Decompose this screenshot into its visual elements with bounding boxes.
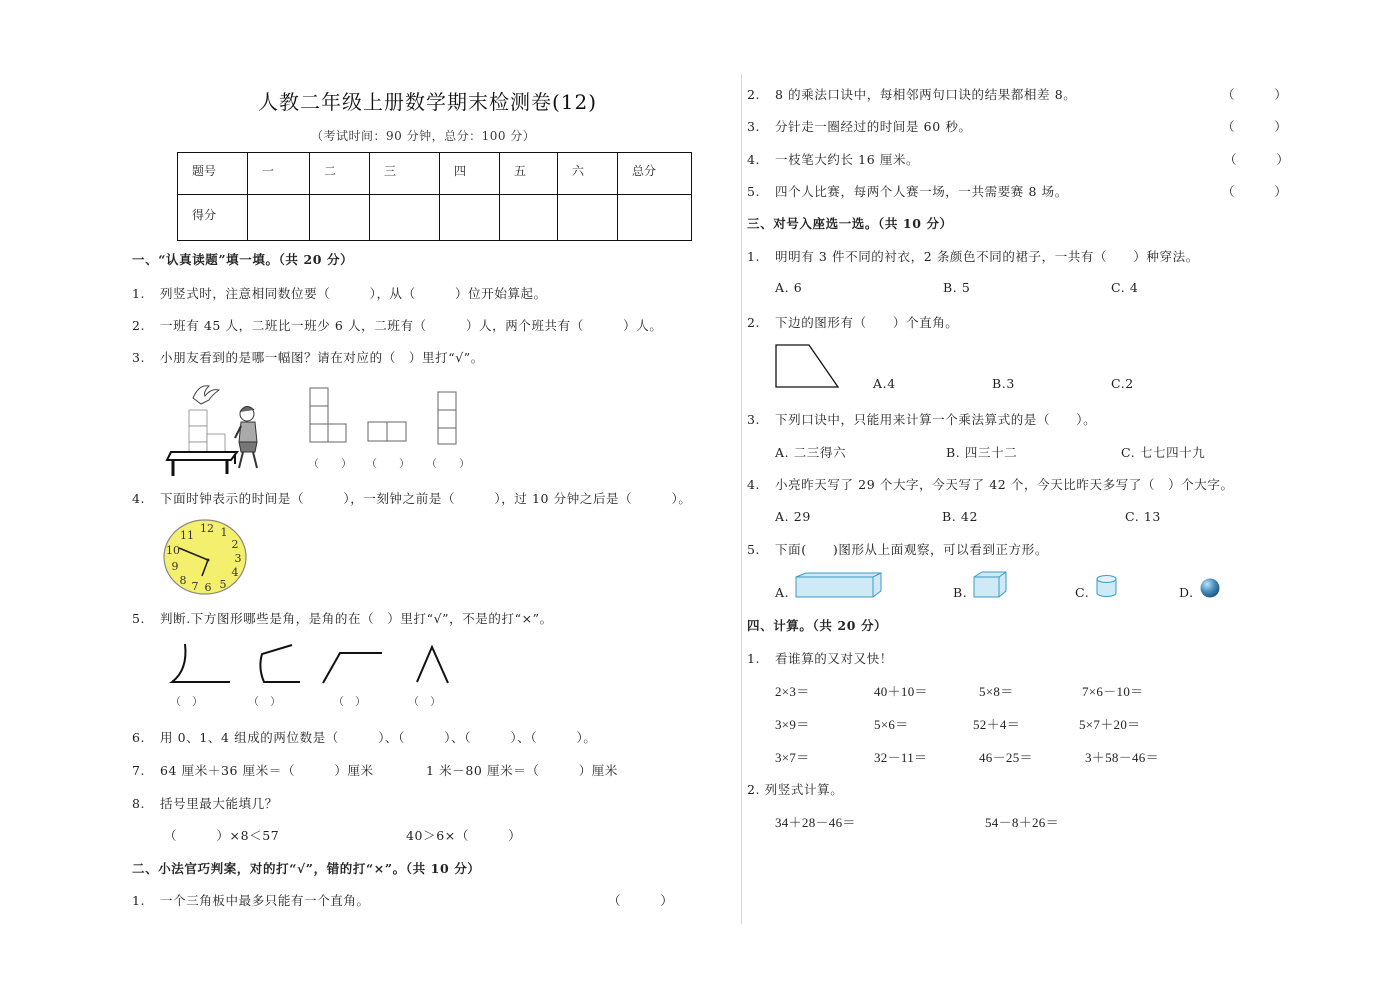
- judge-item-5-answer[interactable]: （ ）: [1222, 184, 1288, 199]
- question-number: 3.: [747, 119, 761, 134]
- svg-text:10: 10: [166, 544, 180, 557]
- angle-3-answer[interactable]: （ ）: [333, 695, 366, 708]
- choice-question-2: [747, 313, 958, 331]
- calc-question-2: [747, 780, 843, 798]
- question-number: 8.: [132, 796, 146, 811]
- angle-4-answer[interactable]: （ ）: [408, 695, 441, 708]
- question-text-a: 64 厘米＋36 厘米＝（ ）厘米: [160, 763, 374, 778]
- question-text: 看谁算的又对又快！: [775, 651, 893, 666]
- question-text: 四个人比赛，每两个人赛一场，一共需要赛 8 场。: [775, 184, 1068, 199]
- question-number: 1.: [747, 249, 761, 264]
- question-number: 7.: [132, 763, 146, 778]
- question-text: 列竖式时，注意相同数位要（ ），从（ ）位开始算起。: [160, 286, 547, 301]
- header-cell: 一: [248, 153, 310, 195]
- question-text: 用 0、1、4 组成的两位数是（ ）、（ ）、（ ）、（ ）。: [160, 730, 597, 745]
- sphere-icon: [1199, 577, 1221, 599]
- calc-item: 5×8＝: [979, 684, 1014, 699]
- question-number: 2.: [747, 782, 761, 797]
- score-cell[interactable]: [310, 195, 370, 241]
- question-1-7-b: 1 米－80 厘米＝（ ）厘米: [426, 763, 619, 778]
- svg-text:11: 11: [180, 529, 194, 542]
- svg-text:3: 3: [234, 552, 242, 565]
- choice-3-option-b[interactable]: B. 四三十二: [946, 445, 1018, 460]
- judge-item-5: [747, 182, 1068, 200]
- view-option-c-answer[interactable]: （ ）: [426, 457, 470, 470]
- judge-item-1-answer[interactable]: （ ）: [608, 893, 674, 908]
- choice-1-option-c[interactable]: C. 4: [1111, 280, 1139, 295]
- judge-item-4: [747, 150, 919, 168]
- exam-info: （考试时间：90 分钟，总分：100 分）: [311, 129, 536, 143]
- choice-question-4: [747, 475, 1234, 493]
- question-1-7: [132, 761, 374, 779]
- question-text: 判断.下方图形哪些是角，是角的在（ ）里打“√”，不是的打“×”。: [160, 611, 553, 626]
- column-divider: [741, 74, 742, 924]
- question-number: 5.: [132, 611, 146, 626]
- svg-text:2: 2: [231, 538, 239, 551]
- calc-item: 3×7＝: [775, 750, 810, 765]
- choice-5-option-a[interactable]: A.: [775, 585, 790, 600]
- question-number: 6.: [132, 730, 146, 745]
- angle-2-answer[interactable]: （ ）: [248, 695, 281, 708]
- calc-item: 40＋10＝: [874, 684, 928, 699]
- question-text: 小朋友看到的是哪一幅图？请在对应的（ ）里打“√”。: [160, 350, 484, 365]
- judge-item-3: [747, 117, 972, 135]
- question-text: 一枝笔大约长 16 厘米。: [775, 152, 920, 167]
- question-number: 4.: [747, 477, 761, 492]
- question-text: 括号里最大能填几？: [160, 796, 278, 811]
- question-1-4: [132, 489, 692, 507]
- question-number: 2.: [747, 87, 761, 102]
- boy-with-blocks-illustration: [165, 376, 275, 476]
- header-cell: 五: [500, 153, 558, 195]
- choice-3-option-c[interactable]: C. 七七四十九: [1121, 445, 1206, 460]
- score-cell[interactable]: [618, 195, 692, 241]
- question-number: 5.: [747, 184, 761, 199]
- calc-item: 52＋4＝: [973, 717, 1020, 732]
- section-2-heading: 二、小法官巧判案，对的打“√”，错的打“×”。（共 10 分）: [132, 861, 481, 876]
- score-cell[interactable]: [440, 195, 500, 241]
- question-1-2: [132, 316, 662, 334]
- choice-5-option-d[interactable]: D.: [1179, 585, 1194, 600]
- choice-5-option-b[interactable]: B.: [953, 585, 968, 600]
- question-text: 明明有 3 件不同的衬衣，2 条颜色不同的裙子，一共有（ ）种穿法。: [775, 249, 1199, 264]
- svg-text:4: 4: [231, 566, 239, 579]
- question-text: 下列口诀中，只能用来计算一个乘法算式的是（ ）。: [775, 412, 1097, 427]
- choice-question-5: [747, 540, 1048, 558]
- question-text: 列竖式计算。: [764, 782, 844, 797]
- section-3-heading: 三、对号入座选一选。（共 10 分）: [747, 216, 953, 231]
- row-label: 得分: [178, 195, 248, 241]
- score-cell[interactable]: [500, 195, 558, 241]
- vertical-calc-item: 34＋28－46＝: [775, 815, 856, 830]
- inequality-a: （ ）×8＜57: [164, 828, 280, 843]
- choice-question-1: [747, 247, 1199, 265]
- choice-3-option-a[interactable]: A. 二三得六: [775, 445, 847, 460]
- score-table: [177, 152, 692, 241]
- judge-item-1: [132, 891, 370, 909]
- question-number: 2.: [132, 318, 146, 333]
- choice-2-option-a[interactable]: A.4: [873, 376, 896, 391]
- question-text: 一班有 45 人，二班比一班少 6 人，二班有（ ）人，两个班共有（ ）人。: [160, 318, 663, 333]
- choice-2-option-b[interactable]: B.3: [992, 376, 1015, 391]
- svg-text:8: 8: [179, 574, 187, 587]
- choice-1-option-a[interactable]: A. 6: [775, 280, 803, 295]
- question-text: 下边的图形有（ ）个直角。: [775, 315, 959, 330]
- calc-item: 46－25＝: [979, 750, 1033, 765]
- question-number: 3.: [132, 350, 146, 365]
- choice-4-option-a[interactable]: A. 29: [775, 509, 811, 524]
- score-cell[interactable]: [370, 195, 440, 241]
- svg-text:9: 9: [171, 560, 179, 573]
- judge-item-2-answer[interactable]: （ ）: [1222, 87, 1288, 102]
- calc-item: 7×6－10＝: [1082, 684, 1144, 699]
- question-number: 5.: [747, 542, 761, 557]
- vertical-calc-item: 54－8＋26＝: [985, 815, 1059, 830]
- choice-4-option-b[interactable]: B. 42: [942, 509, 979, 524]
- question-1-6: [132, 728, 596, 746]
- header-cell: 题号: [178, 153, 248, 195]
- header-cell: 二: [310, 153, 370, 195]
- calc-item: 3＋58－46＝: [1085, 750, 1159, 765]
- score-cell[interactable]: [248, 195, 310, 241]
- question-number: 1.: [747, 651, 761, 666]
- calc-item: 3×9＝: [775, 717, 810, 732]
- svg-text:5: 5: [219, 578, 227, 591]
- question-number: 4.: [132, 491, 146, 506]
- section-1-heading: 一、“认真读题”填一填。（共 20 分）: [132, 252, 354, 267]
- question-number: 4.: [747, 152, 761, 167]
- judge-item-3-answer[interactable]: （ ）: [1222, 119, 1288, 134]
- calc-item: 5×7＋20＝: [1079, 717, 1141, 732]
- choice-4-option-c[interactable]: C. 13: [1125, 509, 1161, 524]
- page-title: 人教二年级上册数学期末检测卷(12): [258, 90, 598, 114]
- choice-1-option-b[interactable]: B. 5: [943, 280, 971, 295]
- svg-text:12: 12: [200, 522, 214, 535]
- header-cell: 三: [370, 153, 440, 195]
- question-1-5: [132, 609, 553, 627]
- score-cell[interactable]: [558, 195, 618, 241]
- clock-icon: [162, 518, 248, 596]
- judge-item-2: [747, 85, 1076, 103]
- inequality-b: 40＞6×（ ）: [406, 828, 522, 843]
- question-number: 1.: [132, 286, 146, 301]
- question-1-1: [132, 284, 547, 302]
- view-option-a-answer[interactable]: （ ）: [308, 457, 352, 470]
- header-cell: 四: [440, 153, 500, 195]
- judge-item-4-answer[interactable]: （ ）: [1224, 152, 1290, 167]
- question-text: 分针走一圈经过的时间是 60 秒。: [775, 119, 972, 134]
- choice-5-option-c[interactable]: C.: [1075, 585, 1090, 600]
- view-options-figures: [308, 386, 478, 446]
- question-text: 下面( )图形从上面观察，可以看到正方形。: [775, 542, 1048, 557]
- svg-text:7: 7: [191, 580, 199, 593]
- calc-item: 32－11＝: [874, 750, 928, 765]
- question-text: 一个三角板中最多只能有一个直角。: [160, 893, 370, 908]
- score-table-score-row: [178, 195, 692, 241]
- svg-text:1: 1: [220, 526, 228, 539]
- cube-icon: [972, 571, 1008, 599]
- header-cell: 六: [558, 153, 618, 195]
- question-number: 3.: [747, 412, 761, 427]
- cylinder-icon: [1095, 574, 1119, 598]
- choice-question-3: [747, 410, 1096, 428]
- score-table-header-row: [178, 153, 692, 195]
- calc-question-1: [747, 649, 893, 667]
- angle-1-answer[interactable]: （ ）: [170, 695, 203, 708]
- question-number: 1.: [132, 893, 146, 908]
- choice-2-option-c[interactable]: C.2: [1111, 376, 1134, 391]
- section-4-heading: 四、计算。（共 20 分）: [747, 618, 888, 633]
- view-option-b-answer[interactable]: （ ）: [366, 457, 410, 470]
- angle-figures: [160, 640, 460, 690]
- calc-item: 5×6＝: [874, 717, 909, 732]
- calc-item: 2×3＝: [775, 684, 810, 699]
- question-text: 小亮昨天写了 29 个大字，今天写了 42 个，今天比昨天多写了（ ）个大字。: [775, 477, 1234, 492]
- question-1-3: [132, 348, 484, 366]
- svg-text:6: 6: [204, 581, 212, 594]
- question-text: 8 的乘法口诀中，每相邻两句口诀的结果都相差 8。: [775, 87, 1077, 102]
- cuboid-icon: [793, 571, 885, 599]
- question-number: 2.: [747, 315, 761, 330]
- header-cell: 总分: [618, 153, 692, 195]
- question-1-8: [132, 794, 278, 812]
- question-text: 下面时钟表示的时间是（ ），一刻钟之前是（ ），过 10 分钟之后是（ ）。: [160, 491, 692, 506]
- trapezoid-figure: [775, 344, 843, 390]
